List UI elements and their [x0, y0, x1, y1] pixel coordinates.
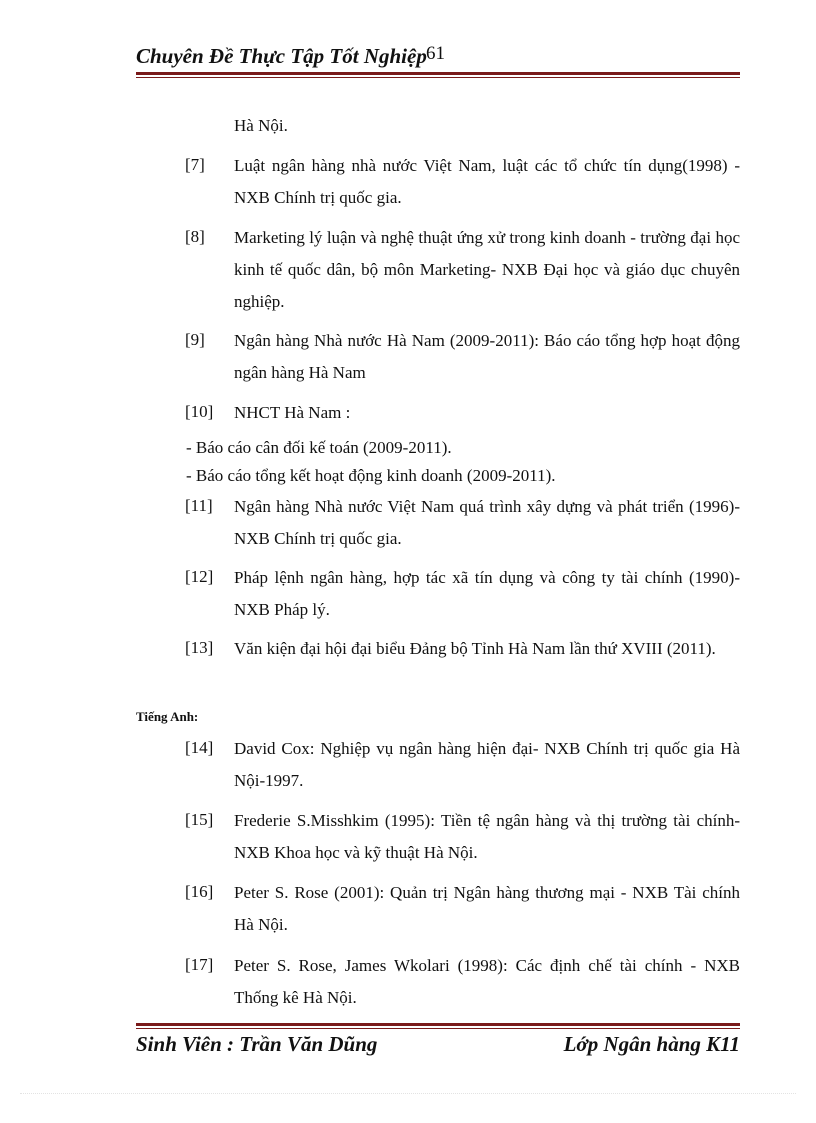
reference-number: [7]	[185, 155, 205, 174]
footer-student-name: Sinh Viên : Trần Văn Dũng	[136, 1032, 378, 1056]
reference-item	[136, 150, 740, 214]
reference-item	[136, 325, 740, 389]
page-number: 61	[426, 43, 445, 64]
reference-text: Luật ngân hàng nhà nước Việt Nam, luật các tổ chức tín dụng(1998) - NXB Chính trị quốc gia.	[234, 156, 740, 207]
reference-number: [8]	[185, 227, 205, 246]
footer-rule-thin	[136, 1028, 740, 1029]
reference-text: Văn kiện đại hội đại biểu Đảng bộ Tỉnh Hà Nam lần thứ XVIII (2011).	[234, 639, 716, 658]
reference-text: Frederie S.Misshkim (1995): Tiền tệ ngân hàng và thị trường tài chính- NXB Khoa học và kỹ thuật Hà Nội.	[234, 811, 740, 862]
reference-number: [11]	[185, 496, 213, 515]
reference-number: [17]	[185, 955, 214, 974]
reference-number: [14]	[185, 738, 214, 757]
reference-item	[136, 397, 740, 429]
reference-item	[136, 805, 740, 869]
footer-class-name: Lớp Ngân hàng K11	[563, 1032, 740, 1056]
reference-text: David Cox: Nghiệp vụ ngân hàng hiện đại- NXB Chính trị quốc gia Hà Nội-1997.	[234, 739, 740, 790]
reference-number: [13]	[185, 638, 214, 657]
section-label-english: Tiếng Anh:	[136, 709, 199, 724]
reference-item	[136, 733, 740, 797]
reference-item	[136, 950, 740, 1014]
reference-number: [16]	[185, 882, 214, 901]
reference-text: NHCT Hà Nam :	[234, 403, 351, 422]
reference-item	[136, 222, 740, 318]
reference-number: [12]	[185, 567, 214, 586]
report-line: - Báo cáo cân đối kế toán (2009-2011).	[186, 438, 452, 457]
reference-number: [15]	[185, 810, 214, 829]
header-rule-thin	[136, 77, 740, 78]
reference-text: Peter S. Rose, James Wkolari (1998): Các định chế tài chính - NXB Thống kê Hà Nội.	[234, 956, 740, 1007]
report-line: - Báo cáo tổng kết hoạt động kinh doanh (2009-2011).	[186, 466, 556, 485]
continuation-line: Hà Nội.	[234, 116, 288, 135]
reference-item	[136, 877, 740, 941]
reference-text: Peter S. Rose (2001): Quản trị Ngân hàng thương mại - NXB Tài chính Hà Nội.	[234, 883, 740, 934]
reference-number: [10]	[185, 402, 214, 421]
reference-text: Pháp lệnh ngân hàng, hợp tác xã tín dụng và công ty tài chính (1990)- NXB Pháp lý.	[234, 568, 740, 619]
header-rule-thick	[136, 72, 740, 75]
reference-number: [9]	[185, 330, 205, 349]
reference-item	[136, 491, 740, 555]
reference-text: Ngân hàng Nhà nước Việt Nam quá trình xây dựng và phát triển (1996)- NXB Chính trị quốc gia.	[234, 497, 740, 548]
footer-rule-thick	[136, 1023, 740, 1026]
reference-item	[136, 562, 740, 626]
reference-text: Ngân hàng Nhà nước Hà Nam (2009-2011): Báo cáo tổng hợp hoạt động ngân hàng Hà Nam	[234, 331, 740, 382]
page-edge-divider	[20, 1093, 796, 1094]
header-title: Chuyên Đề Thực Tập Tốt Nghiệp	[136, 44, 427, 68]
reference-text: Marketing lý luận và nghệ thuật ứng xử trong kinh doanh - trường đại học kinh tế quốc dân, bộ môn Marketing- NXB Đại học và giáo dục chuyên nghiệp.	[234, 228, 740, 311]
reference-item	[136, 633, 740, 665]
